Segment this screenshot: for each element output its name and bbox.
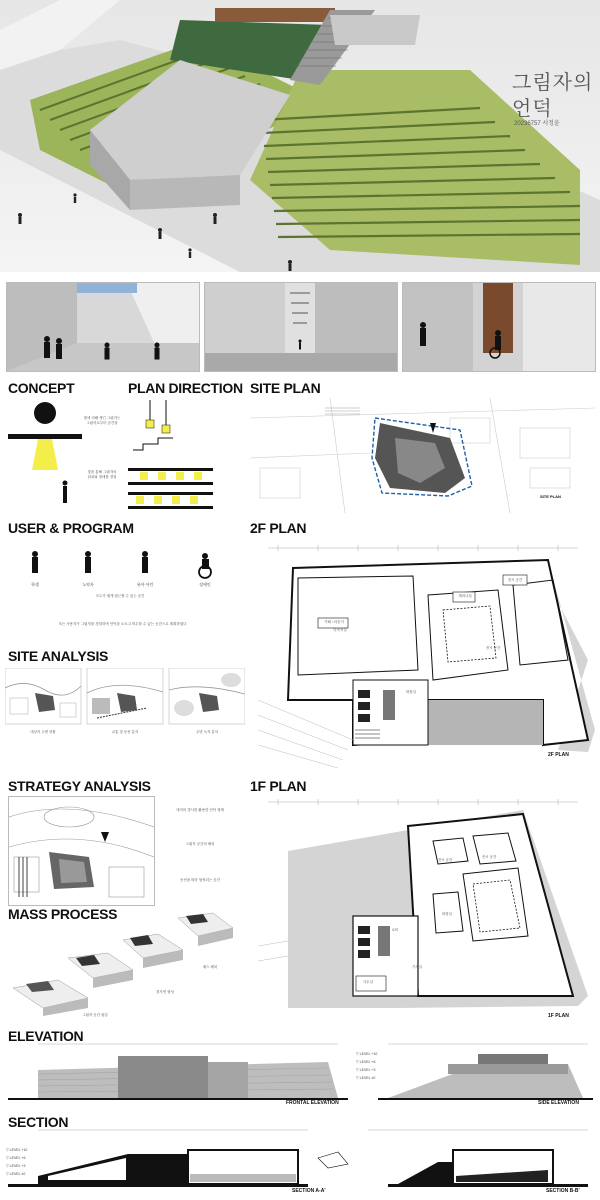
mass-diagrams xyxy=(8,908,238,1016)
concept-note-3: 빛을 통해 그림자의 xyxy=(87,470,117,474)
strategy-heading: STRATEGY ANALYSIS xyxy=(8,778,151,794)
plan-1f-drawing xyxy=(258,796,595,1021)
section-aa-label: SECTION A-A' xyxy=(292,1188,326,1194)
strategy-map xyxy=(8,796,155,906)
sec-level-3: ▽ LEVEL +3 xyxy=(6,1164,26,1168)
elevation-heading: ELEVATION xyxy=(8,1028,84,1044)
section-heading: SECTION xyxy=(8,1114,69,1130)
plan-2f-heading: 2F PLAN xyxy=(250,520,307,536)
sec-level-2: ▽ LEVEL +6 xyxy=(6,1156,26,1160)
elev-level-2: ▽ LEVEL +6 xyxy=(356,1060,376,1064)
concept-note-1: 빛에 의해 생긴 그림자는 xyxy=(83,416,121,420)
user-label-2: 노약자 xyxy=(82,582,94,587)
room-2f-6: 화장실 xyxy=(405,690,417,694)
room-2f-2: 카페 / 라운지 xyxy=(324,620,344,624)
site-caption-2: 교통 및 동선 분석 xyxy=(111,730,139,734)
user-paragraph: 모든 사용자가 그림자를 경험하며 언덕을 오르고 머무를 수 있는 공간으로 계획하였다 xyxy=(58,622,187,626)
title-line-2: 언덕 xyxy=(512,98,553,120)
render-3 xyxy=(402,282,596,372)
site-caption-1: 대상지 주변 현황 xyxy=(30,730,56,734)
concept-note-4: 위치와 형태를 경험 xyxy=(87,475,117,479)
strategy-note-1: 대지의 경사를 활용한 언덕 형태 xyxy=(176,808,224,812)
room-1f-1: 전시 공간 xyxy=(437,858,453,862)
render-2 xyxy=(204,282,398,372)
section-bb-label: SECTION B-B' xyxy=(546,1188,580,1194)
site-analysis-maps xyxy=(5,668,245,728)
plan-1f-label: 1F PLAN xyxy=(548,1013,569,1019)
room-1f-6: 화장실 xyxy=(441,912,453,916)
strategy-note-3: 동선을 따라 형성되는 공간 xyxy=(179,878,221,882)
user-label-1: 학생 xyxy=(31,582,39,587)
room-2f-4: 전시 공간 xyxy=(507,578,523,582)
room-2f-1: 다목적실 xyxy=(333,628,347,632)
frontal-elevation-label: FRONTAL ELEVATION xyxy=(286,1100,339,1106)
room-1f-3: 로비 xyxy=(391,928,399,932)
elev-level-4: ▽ LEVEL ±0 xyxy=(356,1076,376,1080)
plan-2f-drawing xyxy=(258,540,595,770)
user-label-4: 장애인 xyxy=(199,582,211,587)
user-program-heading: USER & PROGRAM xyxy=(8,520,134,536)
strategy-note-2: 그림자 공간의 배치 xyxy=(185,842,215,846)
elevation-drawing xyxy=(8,1042,595,1104)
user-label-3: 유아 어린 xyxy=(136,582,154,587)
user-caption: 모두가 쉽게 접근할 수 있는 공간 xyxy=(95,594,145,598)
mass-note-1: 매스 배치 xyxy=(202,965,218,969)
room-1f-4: 기계실 xyxy=(411,965,423,969)
concept-heading: CONCEPT xyxy=(8,380,75,396)
room-1f-5: 사무실 xyxy=(362,980,374,984)
student-id: 20236757 서정윤 xyxy=(514,121,560,127)
site-analysis-heading: SITE ANALYSIS xyxy=(8,648,109,664)
render-1 xyxy=(6,282,200,372)
plan-1f-heading: 1F PLAN xyxy=(250,778,307,794)
user-figures xyxy=(20,550,230,580)
plan-direction-diagram xyxy=(128,400,248,515)
mass-heading: MASS PROCESS xyxy=(8,906,118,922)
elev-level-3: ▽ LEVEL +3 xyxy=(356,1068,376,1072)
elev-level-1: ▽ LEVEL +10 xyxy=(356,1052,378,1056)
room-1f-2: 전시 공간 xyxy=(481,855,497,859)
site-plan-label: SITE PLAN xyxy=(540,494,561,499)
hero-render xyxy=(0,0,600,272)
site-plan-heading: SITE PLAN xyxy=(250,380,321,396)
room-2f-5: 전시 공간 xyxy=(485,646,501,650)
plan-direction-heading: PLAN DIRECTION xyxy=(128,380,243,396)
sec-level-4: ▽ LEVEL ±0 xyxy=(6,1172,26,1176)
room-2f-3: 세미나실 xyxy=(458,594,472,598)
section-drawing xyxy=(8,1128,595,1192)
title-line-1: 그림자의 xyxy=(512,72,594,94)
site-caption-3: 주변 녹지 분석 xyxy=(195,730,219,734)
plan-2f-label: 2F PLAN xyxy=(548,752,569,758)
mass-note-3: 그림자 공간 삽입 xyxy=(82,1013,108,1017)
sec-level-1: ▽ LEVEL +10 xyxy=(6,1148,28,1152)
concept-note-2: 그림자로부터 공간을 xyxy=(86,421,118,425)
side-elevation-label: SIDE ELEVATION xyxy=(538,1100,579,1106)
mass-note-2: 경사면 형성 xyxy=(156,990,174,994)
